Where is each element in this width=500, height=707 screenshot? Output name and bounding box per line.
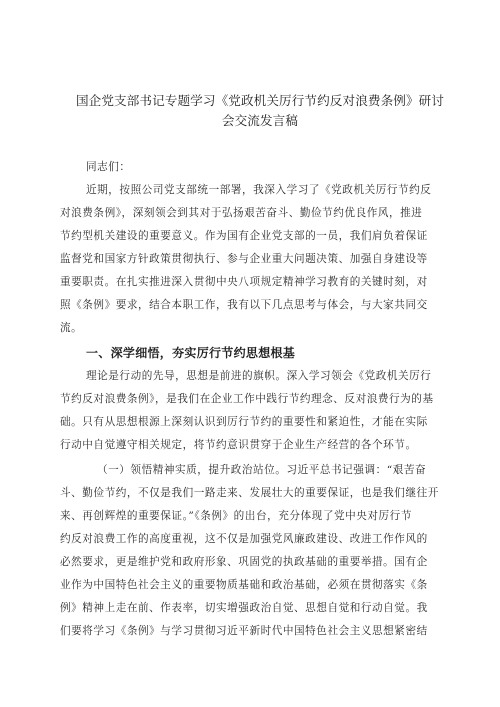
subsection-para-line: 斗、勤俭节约，不仅是我们一路走来、发展壮大的重要保证，也是我们继往开	[60, 487, 439, 499]
intro-line: 节约型机关建设的重要意义。作为国有企业党支部的一员，我们肩负着保证	[60, 230, 428, 242]
intro-line: 照《条例》要求，结合本职工作，我有以下几点思考与体会，与大家共同交	[60, 299, 428, 311]
subsection-para-line: （一）领悟精神实质，提升政治站位。习近平总书记强调：“艰苦奋	[97, 464, 427, 476]
subsection-para-line: 例》精神上走在前、作表率，切实增强政治自觉、思想自觉和行动自觉。我	[60, 602, 428, 614]
subsection-para-line: 来、再创辉煌的重要保证。”《条例》的出台，充分体现了党中央对厉行节	[60, 510, 412, 522]
intro-line: 监督党和国家方针政策贯彻执行、参与企业重大问题决策、加强自身建设等	[60, 253, 428, 265]
section-para-line: 础。只有从思想根源上深刻认识到厉行节约的重要性和紧迫性，才能在实际	[60, 416, 428, 428]
section-para-line: 理论是行动的先导，思想是前进的旗帜。深入学习领会《党政机关厉行	[86, 370, 432, 382]
subsection-para-line: 们要将学习《条例》与学习贯彻习近平新时代中国特色社会主义思想紧密结	[60, 625, 428, 637]
document-title-line-1: 国企党支部书记专题学习《党政机关厉行节约反对浪费条例》研讨	[75, 93, 445, 108]
intro-line: 对浪费条例》，深刻领会到其对于弘扬艰苦奋斗、勤俭节约优良作风，推进	[60, 207, 423, 219]
subsection-para-line: 必然要求，更是维护党和政府形象、巩固党的执政基础的重要举措。国有企	[60, 556, 428, 568]
document-title-line-2: 会交流发言稿	[221, 113, 299, 128]
intro-line: 近期，按照公司党支部统一部署，我深入学习了《党政机关厉行节约反	[86, 184, 432, 196]
subsection-para-line: 约反对浪费工作的高度重视，这不仅是加强党风廉政建设、改进工作作风的	[60, 533, 428, 545]
intro-line: 流。	[60, 322, 83, 334]
intro-line: 重要职责。在扎实推进深入贯彻中央八项规定精神学习教育的关键时刻，对	[60, 276, 428, 288]
salutation: 同志们：	[86, 161, 131, 173]
section-heading: 一、深学细悟，夯实厉行节约思想根基	[86, 346, 296, 360]
subsection-para-line: 业作为中国特色社会主义的重要物质基础和政治基础，必须在贯彻落实《条	[60, 579, 428, 591]
section-para-line: 行动中自觉遵守相关规定，将节约意识贯穿于企业生产经营的各个环节。	[60, 439, 417, 451]
section-para-line: 节约反对浪费条例》，是我们在企业工作中践行节约理念、反对浪费行为的基	[60, 393, 434, 405]
